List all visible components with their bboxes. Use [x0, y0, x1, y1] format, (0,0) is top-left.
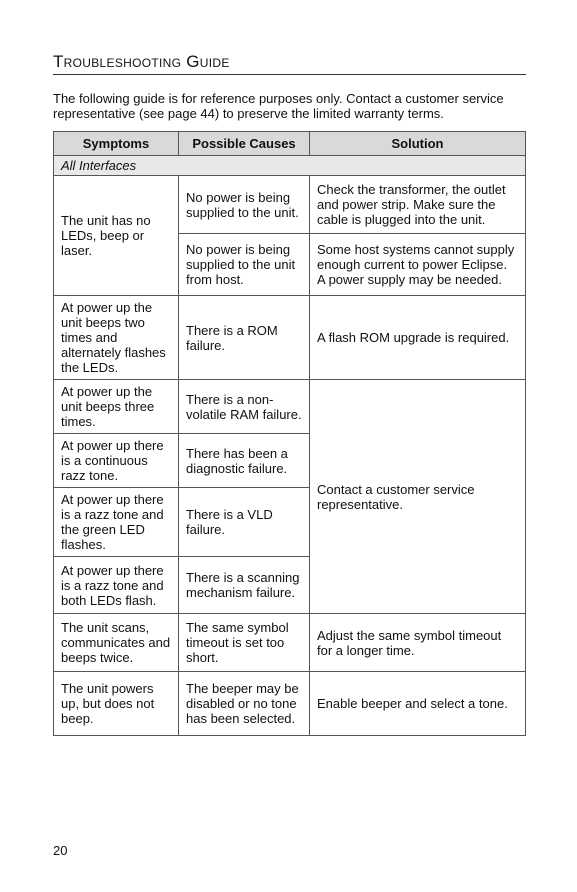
table-row — [54, 672, 526, 736]
group-label-all-interfaces: All Interfaces — [54, 156, 526, 176]
group-row — [54, 156, 526, 176]
page-title: Troubleshooting Guide — [53, 52, 526, 75]
header-possible-causes: Possible Causes — [179, 132, 310, 156]
table-row — [54, 614, 526, 672]
solution-cell: Adjust the same symbol timeout for a longer time. — [310, 614, 526, 672]
header-solution: Solution — [310, 132, 526, 156]
solution-cell: A flash ROM upgrade is required. — [310, 296, 526, 380]
cause-cell: There is a scanning mechanism failure. — [179, 557, 310, 614]
cause-cell: There is a non-volatile RAM failure. — [179, 380, 310, 434]
page-number: 20 — [53, 843, 68, 858]
cause-cell: There is a ROM failure. — [179, 296, 310, 380]
symptom-cell: At power up the unit beeps two times and alternately flashes the LEDs. — [54, 296, 179, 380]
table-row — [54, 380, 526, 434]
symptom-cell: At power up there is a razz tone and both LEDs flash. — [54, 557, 179, 614]
symptom-cell: At power up there is a continuous razz tone. — [54, 434, 179, 488]
solution-cell: Contact a customer service representative. — [310, 380, 526, 614]
troubleshooting-table — [53, 131, 526, 736]
cause-cell: No power is being supplied to the unit from host. — [179, 234, 310, 296]
symptom-cell: The unit has no LEDs, beep or laser. — [54, 176, 179, 296]
symptom-cell: The unit powers up, but does not beep. — [54, 672, 179, 736]
solution-cell: Some host systems cannot supply enough current to power Eclipse. A power supply may be needed. — [310, 234, 526, 296]
table-row — [54, 176, 526, 234]
table-row — [54, 296, 526, 380]
intro-paragraph: The following guide is for reference purposes only. Contact a customer service representative (see page 44) to preserve the limited warranty terms. — [53, 91, 504, 121]
cause-cell: There has been a diagnostic failure. — [179, 434, 310, 488]
cause-cell: No power is being supplied to the unit. — [179, 176, 310, 234]
header-symptoms: Symptoms — [54, 132, 179, 156]
cause-cell: The same symbol timeout is set too short. — [179, 614, 310, 672]
cause-cell: There is a VLD failure. — [179, 488, 310, 557]
table-header-row — [54, 132, 526, 156]
cause-cell: The beeper may be disabled or no tone has been selected. — [179, 672, 310, 736]
solution-cell: Enable beeper and select a tone. — [310, 672, 526, 736]
symptom-cell: At power up the unit beeps three times. — [54, 380, 179, 434]
symptom-cell: The unit scans, communicates and beeps twice. — [54, 614, 179, 672]
solution-cell: Check the transformer, the outlet and power strip. Make sure the cable is plugged into the unit. — [310, 176, 526, 234]
symptom-cell: At power up there is a razz tone and the green LED flashes. — [54, 488, 179, 557]
